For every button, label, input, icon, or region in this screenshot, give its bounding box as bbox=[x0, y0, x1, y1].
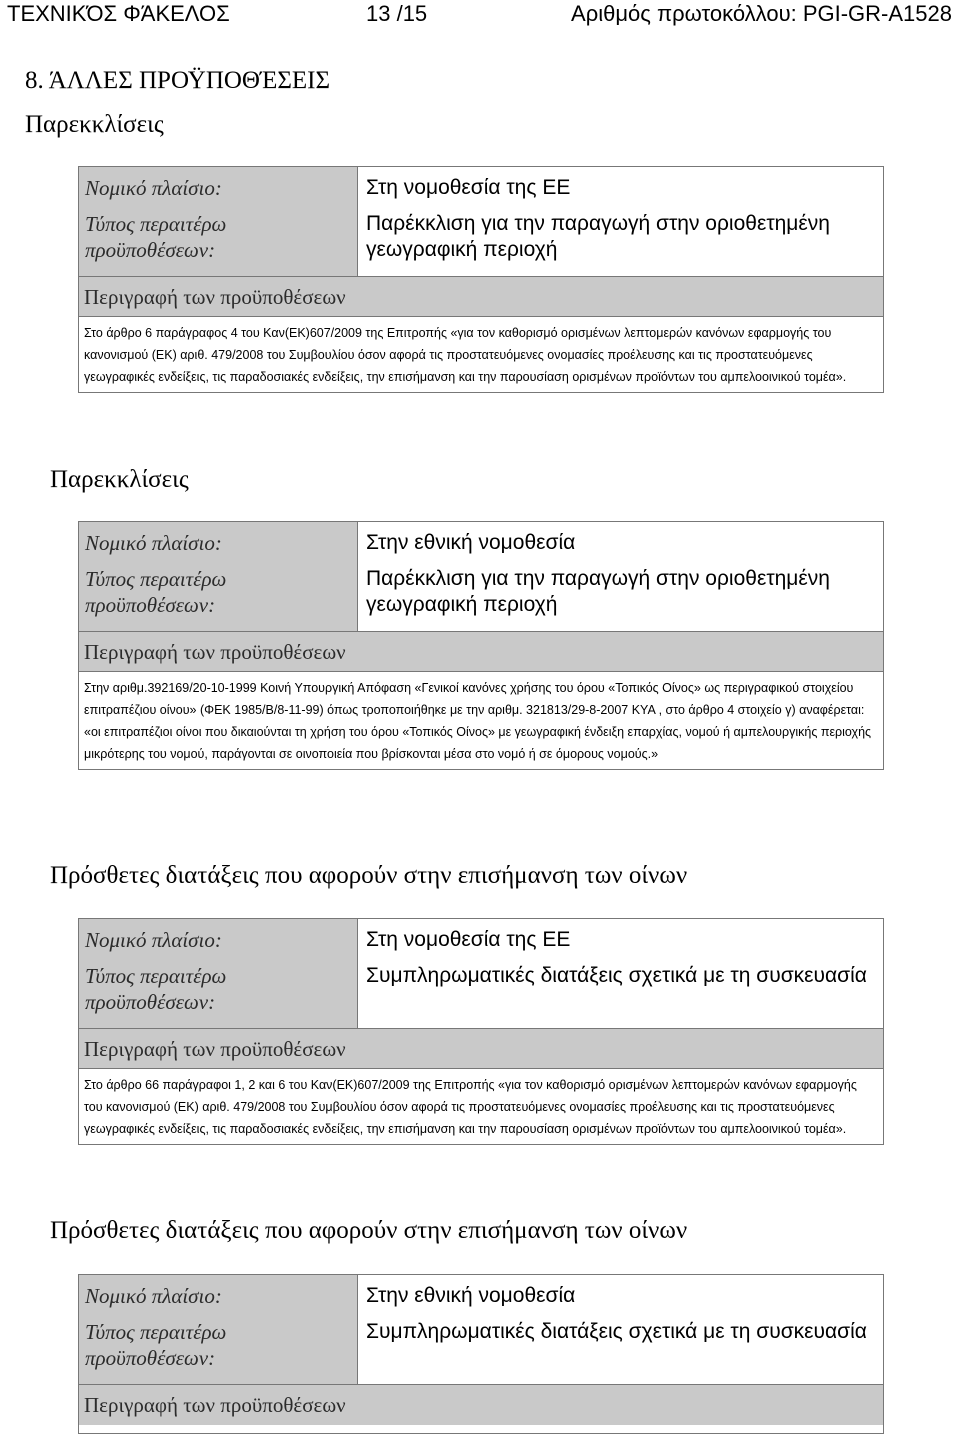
section-title: Παρεκκλίσεις bbox=[50, 466, 189, 493]
condition-type-row bbox=[79, 208, 883, 276]
page-header bbox=[0, 0, 960, 30]
description-label: Περιγραφή των προϋποθέσεων bbox=[79, 1384, 883, 1425]
section-heading: 8. ΆΛΛΕΣ ΠΡΟΫΠΟΘΈΣΕΙΣ bbox=[25, 67, 331, 94]
description-text: Στο άρθρο 66 παράγραφοι 1, 2 και 6 του Καν(ΕΚ)607/2009 της Επιτροπής «για τον καθορισμό ορισμένων λεπτομερών κανόνων εφαρμογής του κανονισμού (ΕΚ) αριθ. 479/2008 του Συμβουλίου όσον αφορά τις προστατευόμενες ονομασίες προέλευσης και τις προστατευόμενες γεωγραφικές ενδείξεις, τις παραδοσιακές ενδείξεις, την επισήμανση και την παρουσίαση ορισμένων προϊόντων του αμπελοοινικού τομέα». bbox=[84, 1078, 857, 1136]
condition-type-value: Συμπληρωματικές διατάξεις σχετικά με τη συσκευασία bbox=[357, 960, 883, 1028]
legal-framework-row bbox=[79, 919, 883, 960]
protocol-number: Αριθμός πρωτοκόλλου: PGI-GR-A1528 bbox=[571, 1, 952, 26]
legal-framework-label: Νομικό πλαίσιο: bbox=[85, 176, 222, 200]
legal-framework-row bbox=[79, 522, 883, 563]
description-label: Περιγραφή των προϋποθέσεων bbox=[79, 1028, 883, 1069]
legal-framework-label: Νομικό πλαίσιο: bbox=[85, 928, 222, 952]
legal-framework-value: Στην εθνική νομοθεσία bbox=[357, 522, 883, 563]
conditions-block bbox=[78, 1274, 884, 1434]
section-title: Παρεκκλίσεις bbox=[25, 111, 164, 138]
page-number: 13 /15 bbox=[366, 1, 428, 26]
description-label: Περιγραφή των προϋποθέσεων bbox=[79, 276, 883, 317]
condition-type-label: Τύπος περαιτέρω προϋποθέσεων: bbox=[85, 1320, 227, 1370]
condition-type-label: Τύπος περαιτέρω προϋποθέσεων: bbox=[85, 567, 227, 617]
conditions-block bbox=[78, 918, 884, 1145]
conditions-block bbox=[78, 521, 884, 770]
legal-framework-value: Στη νομοθεσία της ΕΕ bbox=[357, 919, 883, 960]
section-title: Πρόσθετες διατάξεις που αφορούν στην επισήμανση των οίνων bbox=[50, 1217, 688, 1244]
condition-type-value: Παρέκκλιση για την παραγωγή στην οριοθετημένη γεωγραφική περιοχή bbox=[357, 563, 883, 631]
condition-type-value: Συμπληρωματικές διατάξεις σχετικά με τη συσκευασία bbox=[357, 1316, 883, 1384]
description-text: Στο άρθρο 6 παράγραφος 4 του Καν(ΕΚ)607/2009 της Επιτροπής «για τον καθορισμό ορισμένων λεπτομερών κανόνων εφαρμογής του κανονισμού (ΕΚ) αριθ. 479/2008 του Συμβουλίου όσον αφορά τις προστατευόμενες ονομασίες προέλευσης και τις προστατευόμενες γεωγραφικές ενδείξεις, τις παραδοσιακές ενδείξεις, την επισήμανση και την παρουσίαση ορισμένων προϊόντων του αμπελοοινικού τομέα». bbox=[84, 326, 847, 384]
condition-type-label: Τύπος περαιτέρω προϋποθέσεων: bbox=[85, 964, 227, 1014]
document-type: ΤΕΧΝΙΚΌΣ ΦΆΚΕΛΟΣ bbox=[7, 1, 230, 26]
legal-framework-label: Νομικό πλαίσιο: bbox=[85, 1284, 222, 1308]
description-text: Στην αριθμ.392169/20-10-1999 Κοινή Υπουργική Απόφαση «Γενικοί κανόνες χρήσης του όρου «Τοπικός Οίνος» ως περιγραφικού στοιχείου επιτραπέζιου οίνου» (ΦΕΚ 1985/Β/8-11-99) όπως τροποποιήθηκε με την αριθμ. 321813/29-8-2007 ΚΥΑ , στο άρθρο 4 στοιχείο γ) αναφέρεται: «οι επιτραπέζιοι οίνοι που δικαιούνται τη χρήση του όρου «Τοπικός Οίνος» με γεωγραφική ένδειξη επαρχίας, νομού ή αμπελουργικής περιοχής μικρότερης του νομού, παράγονται σε οινοποιεία που βρίσκονται μέσα στο νομό ή σε όμορους νομούς.» bbox=[84, 681, 872, 761]
legal-framework-row bbox=[79, 167, 883, 208]
legal-framework-row bbox=[79, 1275, 883, 1316]
conditions-block bbox=[78, 166, 884, 393]
legal-framework-value: Στη νομοθεσία της ΕΕ bbox=[357, 167, 883, 208]
condition-type-row bbox=[79, 960, 883, 1028]
condition-type-row bbox=[79, 563, 883, 631]
legal-framework-label: Νομικό πλαίσιο: bbox=[85, 531, 222, 555]
condition-type-row bbox=[79, 1316, 883, 1384]
legal-framework-value: Στην εθνική νομοθεσία bbox=[357, 1275, 883, 1316]
condition-type-label: Τύπος περαιτέρω προϋποθέσεων: bbox=[85, 212, 227, 262]
condition-type-value: Παρέκκλιση για την παραγωγή στην οριοθετημένη γεωγραφική περιοχή bbox=[357, 208, 883, 276]
description-label: Περιγραφή των προϋποθέσεων bbox=[79, 631, 883, 672]
section-title: Πρόσθετες διατάξεις που αφορούν στην επισήμανση των οίνων bbox=[50, 862, 688, 889]
